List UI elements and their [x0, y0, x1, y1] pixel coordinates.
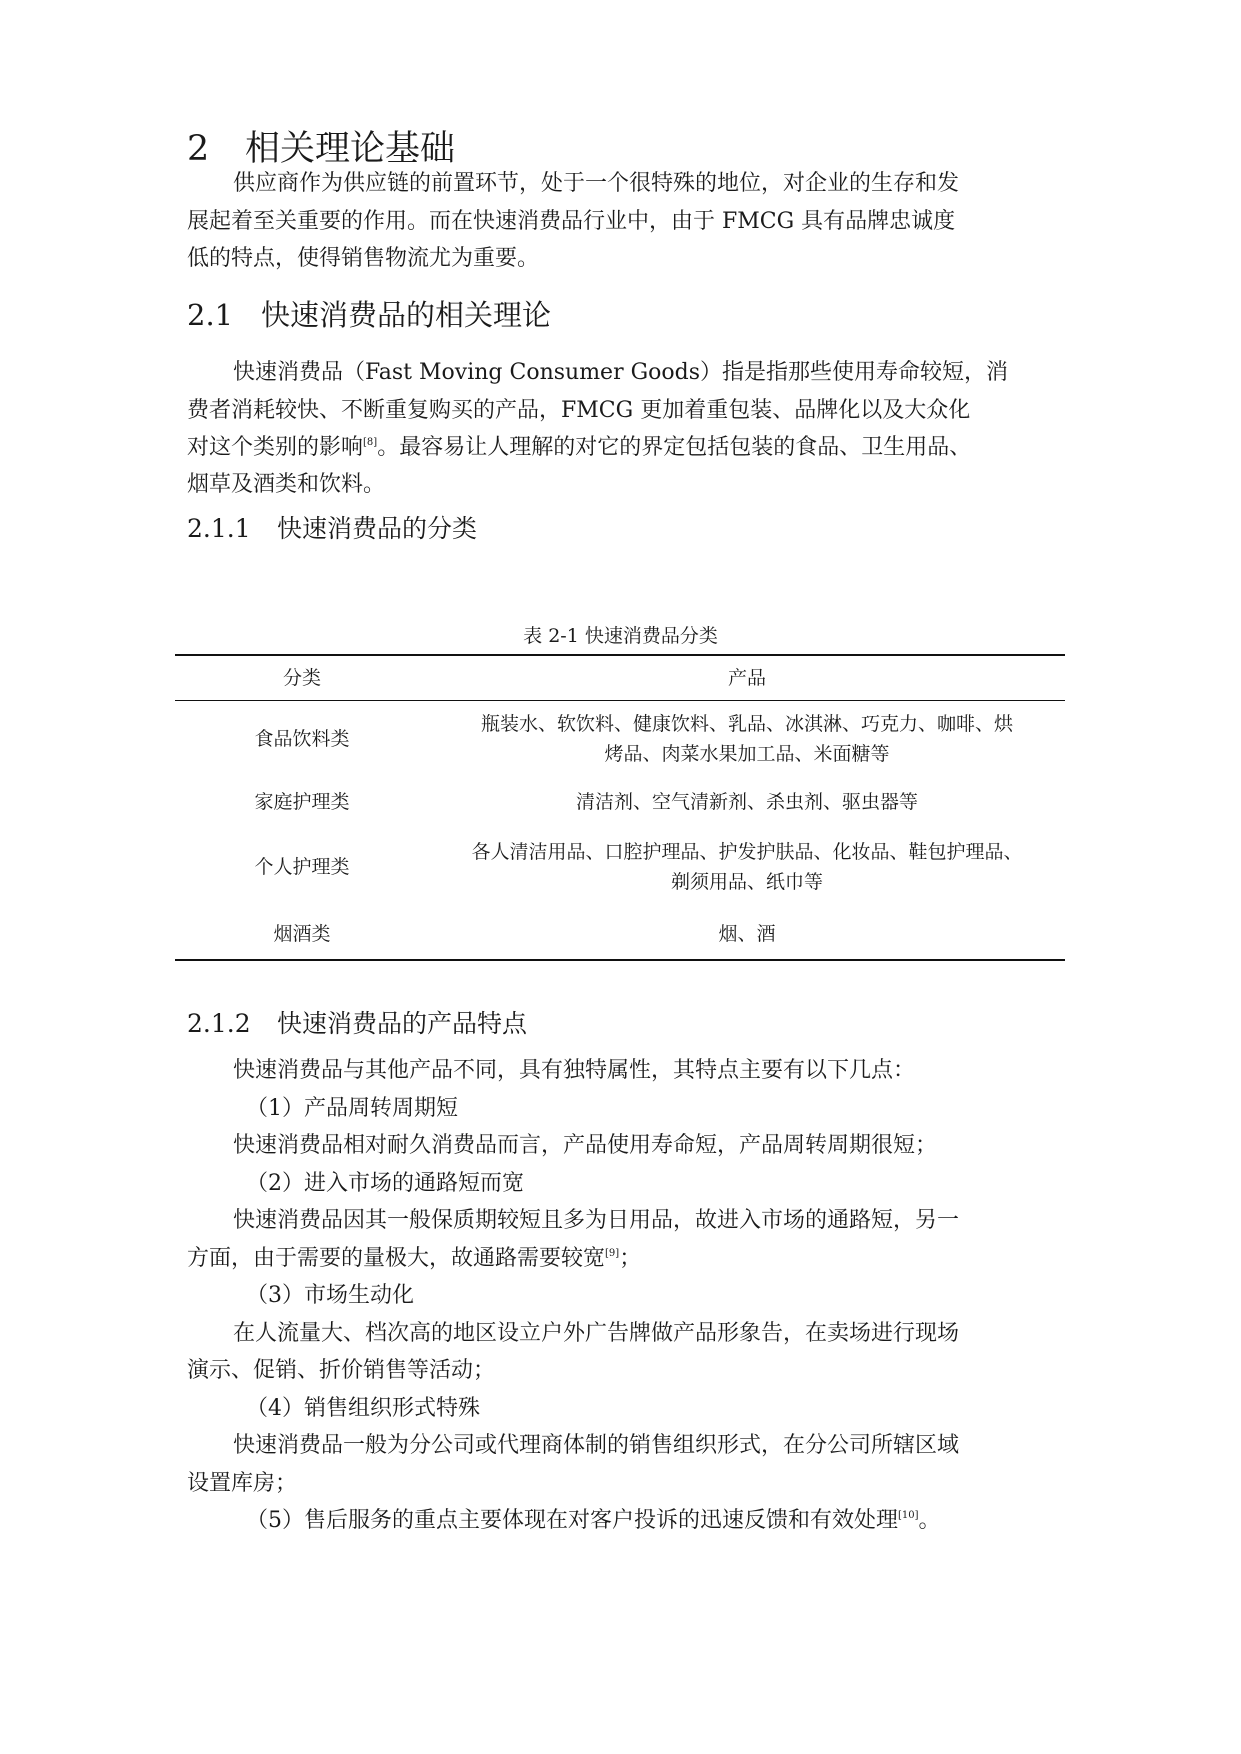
paragraph-line: 在人流量大、档次高的地区设立户外广告牌做产品形象告，在卖场进行现场 [233, 1321, 960, 1346]
section-title: 快速消费品的分类 [277, 514, 478, 543]
section-number: 2.1 [187, 298, 234, 332]
citation-ref: [10] [898, 1510, 919, 1521]
section-number: 2.1.1 [187, 514, 251, 543]
paragraph-text: 方面，由于需要的量极大，故通路需要较宽 [187, 1246, 606, 1271]
products-line: 烟、酒 [718, 922, 776, 945]
products-cell [429, 778, 1065, 826]
paragraph-line: 快速消费品（Fast Moving Consumer Goods）指是指那些使用寿命较短，消 [233, 360, 1009, 385]
classification-table [175, 654, 1065, 961]
point-title: （2）进入市场的通路短而宽 [246, 1171, 524, 1196]
paragraph-line: 快速消费品因其一般保质期较短且多为日用品，故进入市场的通路短，另一 [233, 1208, 960, 1233]
paragraph-line [187, 1244, 641, 1274]
category-cell: 烟酒类 [273, 922, 331, 945]
table-row [175, 908, 1065, 960]
paragraph-line: 设置库房； [187, 1471, 298, 1496]
products-cell [429, 908, 1065, 960]
point-title: （4）销售组织形式特殊 [246, 1396, 480, 1421]
paragraph-text: ； [619, 1246, 642, 1271]
paragraph-line [187, 433, 971, 463]
paragraph-line: 快速消费品一般为分公司或代理商体制的销售组织形式，在分公司所辖区域 [233, 1433, 960, 1458]
paragraph-line [246, 1506, 941, 1536]
paragraph-text: 。最容易让人理解的对它的界定包括包装的食品、卫生用品、 [377, 435, 972, 460]
table-header-cell: 分类 [282, 666, 321, 689]
products-line: 清洁剂、空气清新剂、杀虫剂、驱虫器等 [575, 791, 918, 813]
point-title: （3）市场生动化 [246, 1283, 414, 1308]
section-heading-2-1-1 [187, 512, 477, 546]
point-title: （1）产品周转周期短 [246, 1096, 458, 1121]
citation-ref: [8] [363, 437, 378, 448]
table-row [175, 700, 1065, 778]
paragraph-line: 快速消费品相对耐久消费品而言，产品使用寿命短，产品周转周期很短； [233, 1133, 938, 1158]
intro-line: 供应商作为供应链的前置环节，处于一个很特殊的地位，对企业的生存和发 [233, 171, 960, 196]
chapter-heading [187, 126, 455, 172]
table-caption: 表 2-1 快速消费品分类 [523, 625, 718, 647]
table-header-row [175, 655, 1065, 700]
category-cell: 食品饮料类 [254, 728, 350, 751]
products-line: 烤品、肉菜水果加工品、米面糖等 [604, 743, 890, 766]
products-line: 瓶装水、软饮料、健康饮料、乳品、冰淇淋、巧克力、咖啡、烘 [480, 713, 1013, 736]
section-heading-2-1-2 [187, 1007, 527, 1041]
intro-line: 展起着至关重要的作用。而在快速消费品行业中，由于 FMCG 具有品牌忠诚度 [187, 209, 956, 234]
table-header-cell: 产品 [727, 666, 766, 689]
products-cell [429, 826, 1065, 908]
products-line: 剃须用品、纸巾等 [670, 871, 823, 893]
paragraph-text: 对这个类别的影响 [187, 435, 364, 460]
table-row [175, 778, 1065, 826]
section-heading-2-1 [187, 296, 551, 334]
products-cell [429, 700, 1065, 778]
paragraph-line: 费者消耗较快、不断重复购买的产品，FMCG 更加着重包装、品牌化以及大众化 [187, 398, 971, 423]
paragraph-line: 快速消费品与其他产品不同，具有独特属性，其特点主要有以下几点： [233, 1058, 916, 1083]
intro-line: 低的特点，使得销售物流尤为重要。 [187, 246, 540, 271]
chapter-number: 2 [187, 129, 210, 169]
paragraph-text: 。 [918, 1508, 941, 1533]
category-cell: 家庭护理类 [254, 791, 350, 813]
citation-ref: [9] [605, 1248, 620, 1259]
section-number: 2.1.2 [187, 1009, 251, 1038]
table-row [175, 826, 1065, 908]
category-cell: 个人护理类 [254, 856, 350, 878]
section-title: 快速消费品的相关理论 [261, 298, 552, 332]
paragraph-text: （5）售后服务的重点主要体现在对客户投诉的迅速反馈和有效处理 [246, 1508, 898, 1533]
paragraph-line: 演示、促销、折价销售等活动； [187, 1358, 496, 1383]
chapter-title: 相关理论基础 [245, 129, 456, 169]
paragraph-line: 烟草及酒类和饮料。 [187, 472, 386, 497]
section-title: 快速消费品的产品特点 [277, 1009, 528, 1038]
products-line: 各人清洁用品、口腔护理品、护发护肤品、化妆品、鞋包护理品、 [471, 841, 1023, 863]
